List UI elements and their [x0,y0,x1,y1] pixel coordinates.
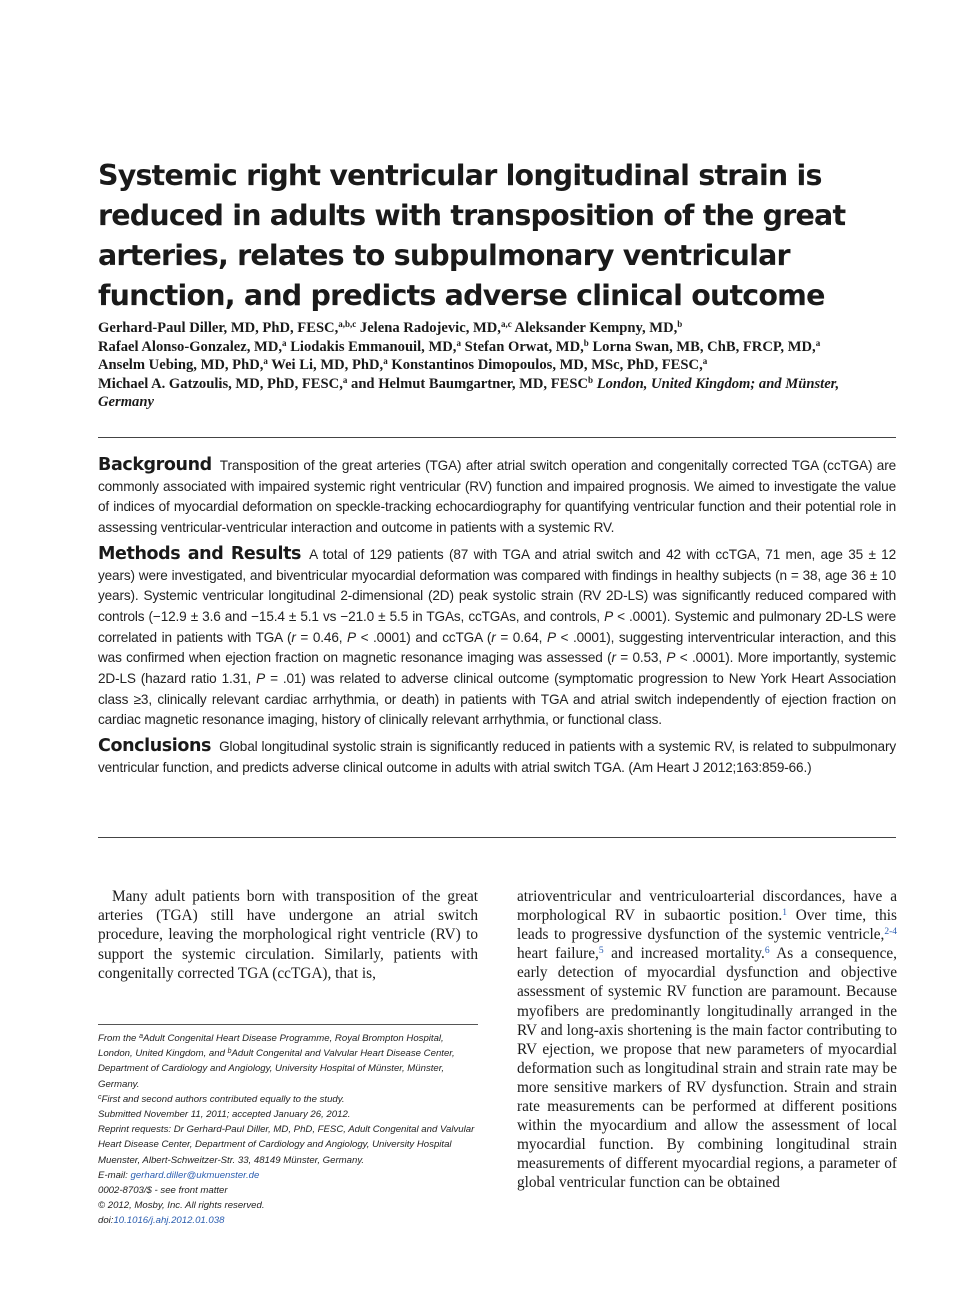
author-name: Jelena Radojevic, MD, [359,320,501,336]
author-affil-sup: a [342,374,348,385]
methods-text: A total of 129 patients (87 with TGA and atrial switch and 42 with ccTGA, 71 men, age 35 ± 12 years) were investigated, and biventricular myocardial deformation was compared with findings in healthy subjects (n = 38, age 36 ± 10 years). Systemic ventricular longitudinal 2-dimensional (2D) peak systolic strain (RV 2D-LS) was significantly reduced compared with controls (−12.9 ± 3.6 and −15.4 ± 5.1 vs −21.0 ± 5.5 in TGAs, ccTGAs, and controls, [98,546,897,624]
author-affil-sup: a [282,337,287,348]
p-symbol: P [604,608,613,624]
abstract-background [98,455,896,539]
methods-text: < .0001). More importantly, systemic 2D-LS (hazard ratio 1.31, [98,650,896,687]
footnote-equal-contribution: $^c$First and second authors contributed equally to the study. [98,1093,345,1105]
footnote-doi: doi:10.1016/j.ahj.2012.01.038 [98,1215,225,1227]
methods-text: = 0.53, [615,650,667,666]
footnote-affiliations: From the $^a$Adult Congenital Heart Disease Programme, Royal Brompton Hospital, London, United Kingdom, and $^b$Adult Congenital and Valvular Heart Disease Center, Department of Cardiology and Angiology, University Hospital of Münster, Münster, Germany. [98,1033,455,1090]
footnotes [98,1031,480,1229]
author-affil-sup: b [677,319,683,329]
p-symbol: P [347,629,356,645]
author-name: Gerhard-Paul Diller, MD, PhD, FESC, [98,320,339,336]
reference-link[interactable]: 2-4 [884,927,897,938]
footnote-email: E-mail: gerhard.diller@ukmuenster.de [98,1169,260,1181]
r-symbol: r [291,629,296,645]
methods-text: = .01) was related to adverse clinical outcome (symptomatic progression to New York Heart Association class ≥3, clinically relevant cardiac arrhythmia, or death) in patients with TGA and atrial switch independently of ejection fraction on cardiac magnetic resonance imaging, history of clinically relevant arrhythmia, or functional class. [98,671,896,728]
author-affil-sup: a [456,337,461,348]
reference-link[interactable]: 5 [598,946,604,957]
author-affil-sup: a,c [500,319,512,329]
background-text: Transposition of the great arteries (TGA) after atrial switch operation and congenitally corrected TGA (ccTGA) are commonly associated with impaired systemic right ventricular (RV) function and impaired prognosis. We aimed to investigate the value of indices of myocardial deformation on speckle-tracking echocardiography for quantifying ventricular function and their potential role in assessing ventricular-ventricular interaction and outcome in patients with a systemic RV. [98,458,896,536]
r-symbol: r [491,629,496,645]
author-affil-sup: a [815,337,821,348]
author-name: Anselm Uebing, MD, PhD, [98,357,264,373]
footnote-issn: 0002-8703/$ - see front matter [98,1185,228,1197]
p-symbol: P [666,650,676,666]
article-title: Systemic right ventricular longitudinal strain is reduced in adults with transposition of the great arteries, relates to subpulmonary ventricular function, and predicts adverse clinical outcome [98,159,846,312]
footnote-rule [98,1024,478,1025]
abstract-bottom-rule [98,837,896,838]
body-paragraph: Many adult patients born with transposition of the great arteries (TGA) still have undergone an atrial switch procedure, leaving the morphological right ventricle (RV) to support the systemic circulation. Similarly, patients with congenitally corrected TGA (ccTGA), that is, [98,888,478,982]
author-name: Konstantinos Dimopoulos, MD, MSc, PhD, FESC, [391,357,703,373]
abstract-conclusions [98,736,896,778]
body-column-left [98,887,478,983]
affiliation-locations: London, United Kingdom; and Münster, Germany [98,375,840,410]
author-name: Stefan Orwat, MD, [464,338,584,355]
author-name: Lorna Swan, MB, ChB, FRCP, MD, [592,338,816,355]
methods-text: < .0001), suggesting interventricular interaction, and this was confirmed when ejection fraction on magnetic resonance imaging was assessed ( [98,629,896,666]
methods-heading: Methods and Results [98,543,302,564]
methods-text: = 0.46, [295,629,348,645]
author-affil-sup: b [588,374,594,385]
author-name: Liodakis Emmanouil, MD, [290,338,457,355]
author-affil-sup: a [702,356,708,366]
author-name: Wei Li, MD, PhD, [271,357,384,373]
author-name: Aleksander Kempny, MD, [514,320,678,336]
p-symbol: P [256,671,266,687]
body-paragraph: atrioventricular and ventriculoarterial discordances, have a morphological RV in subaortic position.$^1$ Over time, this leads to progressive dysfunction of the systemic ventricle,$^{2-4}$ heart failure,$^5$ and increased mortality.$^6$ As a consequence, early detection of myocardial dysfunction and objective assessment of systemic RV function are paramount. Because myofibers are predominantly longitudinally arranged in the RV and long-axis shortening is the main factor contributing to RV ejection, we propose that new parameters of myocardial deformation such as longitudinal strain and strain rate may be more sensitive markers of RV dysfunction. Strain and strain rate measurements can be performed at different positions within the myocardium and allow the assessment of local myocardial function. By combining longitudinal strain measurements of different myocardial regions, a parameter of global ventricular function can be obtained [517,888,897,1192]
conclusions-heading: Conclusions [98,736,212,757]
methods-text: < .0001). Systemic and pulmonary 2D-LS were correlated in patients with TGA ( [98,608,896,645]
author-affil-sup: a [263,356,268,366]
abstract-top-rule [98,437,896,438]
background-heading: Background [98,455,212,475]
conclusions-text: Global longitudinal systolic strain is significantly reduced in patients with a systemic RV, is related to subpulmonary ventricular function, and predicts adverse clinical outcome in adults with atrial switch TGA. (Am Heart J 2012;163:859-66.) [98,739,896,775]
abstract [98,455,896,784]
r-symbol: r [611,650,616,666]
author-name: Rafael Alonso-Gonzalez, MD, [98,338,283,355]
footnote-submitted: Submitted November 11, 2011; accepted January 26, 2012. [98,1109,351,1121]
author-affil-sup: b [583,337,589,348]
author-affil-sup: a [383,356,388,366]
methods-text: < .0001) and ccTGA ( [355,629,492,645]
reference-link[interactable]: 1 [782,908,787,919]
author-list [98,319,898,412]
abstract-methods [98,544,896,731]
author-name: and Helmut Baumgartner, MD, FESC [351,375,589,392]
footnote-reprint: Reprint requests: Dr Gerhard-Paul Diller, MD, PhD, FESC, Adult Congenital and Valvular Heart Disease Center, Department of Cardiology and Angiology, University Hospital Muenster, Albert-Schweitzer-Str. 33, 48149 Münster, Germany. [98,1124,475,1166]
body-column-right [517,887,897,1193]
author-name: Michael A. Gatzoulis, MD, PhD, FESC, [98,375,343,392]
methods-text: = 0.64, [495,629,547,645]
reference-link[interactable]: 6 [764,946,770,957]
doi-link[interactable]: 10.1016/j.ahj.2012.01.038 [113,1215,225,1227]
author-affil-sup: a,b,c [338,319,357,329]
p-symbol: P [546,629,556,645]
footnote-copyright: © 2012, Mosby, Inc. All rights reserved. [98,1200,265,1212]
email-link[interactable]: gerhard.diller@ukmuenster.de [130,1169,260,1181]
